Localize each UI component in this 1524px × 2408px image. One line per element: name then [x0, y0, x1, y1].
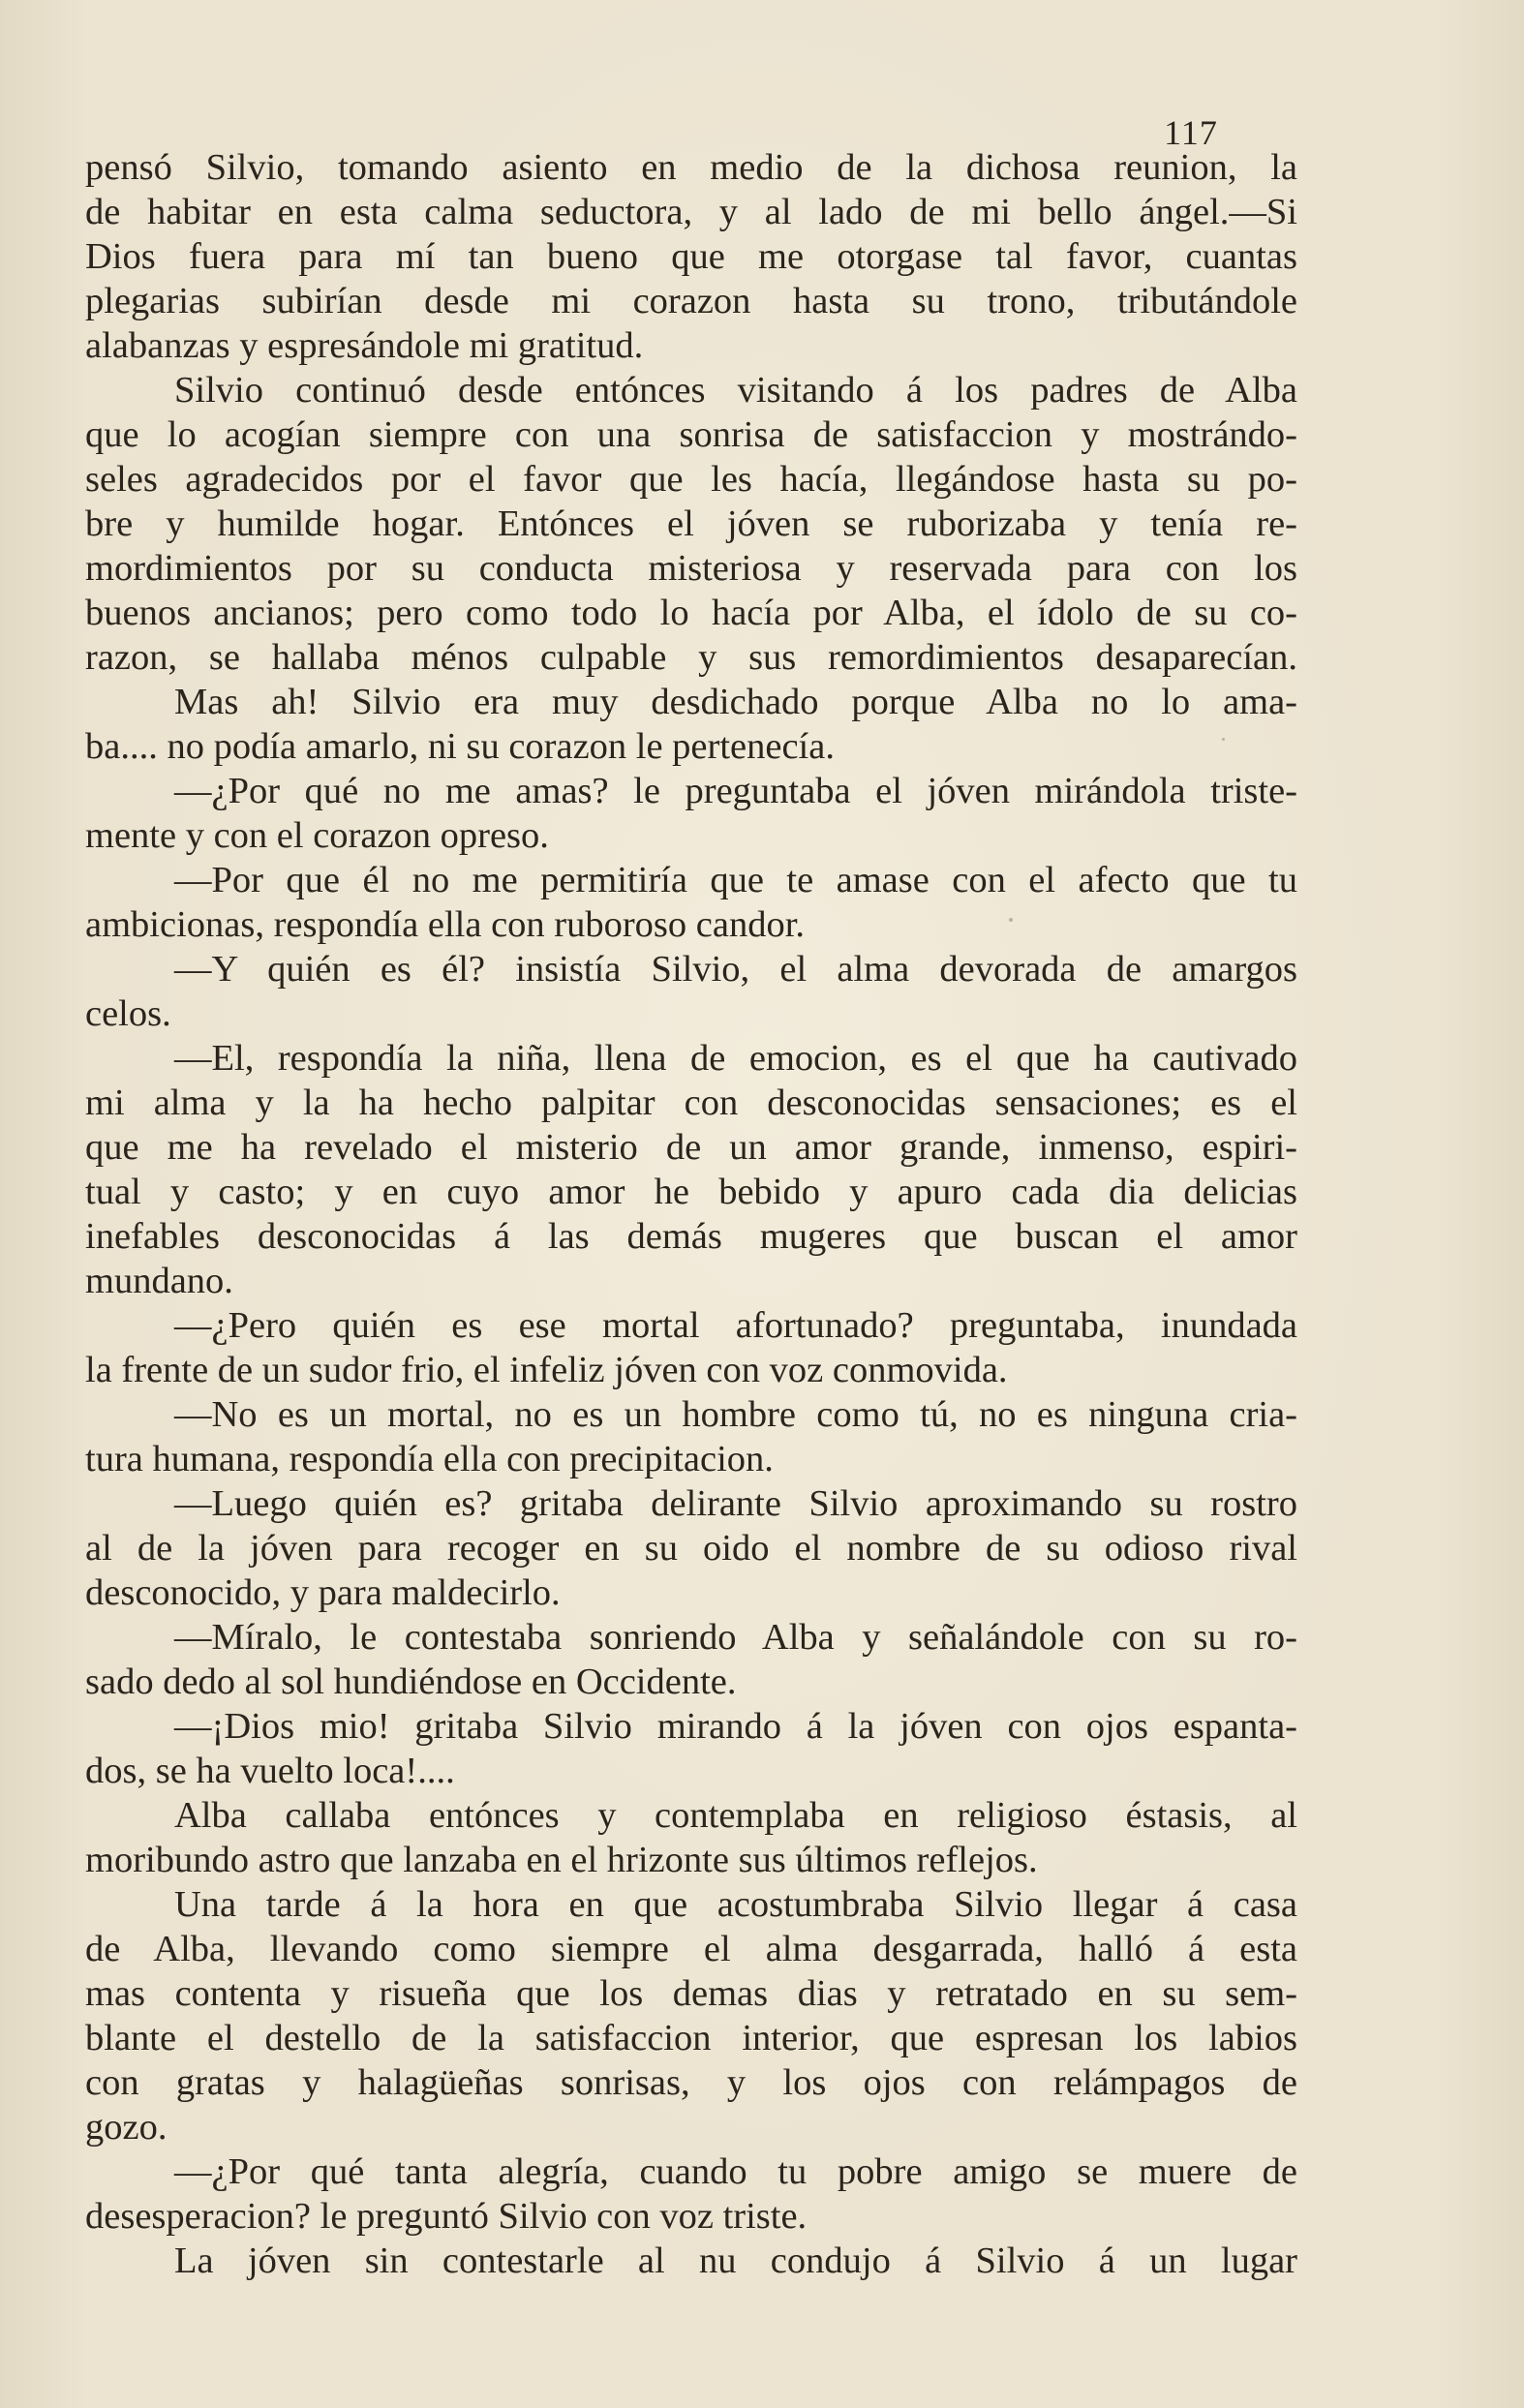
text-line: plegarias subirían desde mi corazon hasta su trono, tributándole	[85, 281, 1297, 321]
page-number: 117	[1164, 113, 1218, 152]
text-line: sado dedo al sol hundiéndose en Occidente.	[85, 1661, 737, 1702]
text-line: al de la jóven para recoger en su oido el nombre de su odioso rival	[85, 1528, 1297, 1569]
text-line: —Por que él no me permitiría que te amase con el afecto que tu	[174, 860, 1297, 900]
text-line: Dios fuera para mí tan bueno que me otorgase tal favor, cuantas	[85, 236, 1297, 277]
text-line: dos, se ha vuelto loca!....	[85, 1751, 455, 1791]
text-line: alabanzas y espresándole mi gratitud.	[85, 325, 644, 366]
text-line: —¿Por qué tanta alegría, cuando tu pobre amigo se muere de	[174, 2151, 1297, 2192]
text-line: —Míralo, le contestaba sonriendo Alba y señalándole con su ro-	[174, 1617, 1297, 1658]
text-line: —Luego quién es? gritaba delirante Silvio aproximando su rostro	[174, 1483, 1297, 1524]
text-line: pensó Silvio, tomando asiento en medio de la dichosa reunion, la	[85, 147, 1297, 188]
paper-speck	[1009, 918, 1013, 922]
text-line: bre y humilde hogar. Entónces el jóven se ruborizaba y tenía re-	[85, 503, 1297, 544]
text-line: celos.	[85, 993, 171, 1034]
text-line: —¿Por qué no me amas? le preguntaba el jóven mirándola triste-	[174, 771, 1297, 811]
body-text	[85, 145, 1297, 2283]
text-line: mi alma y la ha hecho palpitar con desconocidas sensaciones; es el	[85, 1082, 1297, 1123]
text-line: Mas ah! Silvio era muy desdichado porque Alba no lo ama-	[174, 682, 1297, 722]
text-line: que lo acogían siempre con una sonrisa de satisfaccion y mostrándo-	[85, 414, 1297, 455]
text-line: mente y con el corazon opreso.	[85, 815, 549, 856]
text-line: blante el destello de la satisfaccion interior, que espresan los labios	[85, 2018, 1297, 2058]
paper-speck	[1222, 738, 1225, 741]
text-line: mas contenta y risueña que los demas dias y retratado en su sem-	[85, 1973, 1297, 2014]
text-line: moribundo astro que lanzaba en el hrizonte sus últimos reflejos.	[85, 1840, 1038, 1880]
text-line: ba.... no podía amarlo, ni su corazon le pertenecía.	[85, 726, 835, 767]
text-line: gozo.	[85, 2107, 168, 2148]
text-line: mundano.	[85, 1261, 233, 1301]
text-line: de habitar en esta calma seductora, y al lado de mi bello ángel.—Si	[85, 192, 1297, 232]
text-line: —¡Dios mio! gritaba Silvio mirando á la jóven con ojos espanta-	[174, 1706, 1297, 1747]
text-line: Silvio continuó desde entónces visitando á los padres de Alba	[174, 370, 1297, 411]
text-line: Alba callaba entónces y contemplaba en religioso éstasis, al	[174, 1795, 1297, 1836]
text-line: tura humana, respondía ella con precipitacion.	[85, 1439, 774, 1479]
text-line: —Y quién es él? insistía Silvio, el alma devorada de amargos	[174, 949, 1297, 990]
text-line: ambicionas, respondía ella con ruboroso candor.	[85, 904, 806, 945]
text-line: tual y casto; y en cuyo amor he bebido y apuro cada dia delicias	[85, 1172, 1297, 1212]
text-line: seles agradecidos por el favor que les hacía, llegándose hasta su po-	[85, 459, 1297, 500]
text-line: —¿Pero quién es ese mortal afortunado? preguntaba, inundada	[174, 1305, 1297, 1346]
text-line: de Alba, llevando como siempre el alma desgarrada, halló á esta	[85, 1929, 1297, 1969]
text-line: la frente de un sudor frio, el infeliz jóven con voz conmovida.	[85, 1350, 1008, 1390]
text-line: —El, respondía la niña, llena de emocion, es el que ha cautivado	[174, 1038, 1297, 1079]
text-line: inefables desconocidas á las demás mugeres que buscan el amor	[85, 1216, 1297, 1257]
text-line: Una tarde á la hora en que acostumbraba Silvio llegar á casa	[174, 1884, 1297, 1925]
text-line: mordimientos por su conducta misteriosa y reservada para con los	[85, 548, 1297, 589]
text-line: que me ha revelado el misterio de un amor grande, inmenso, espiri-	[85, 1127, 1297, 1168]
paper-speck	[1092, 2079, 1095, 2082]
text-line: con gratas y halagüeñas sonrisas, y los ojos con relámpagos de	[85, 2062, 1297, 2103]
text-line: desconocido, y para maldecirlo.	[85, 1572, 561, 1613]
text-line: desesperacion? le preguntó Silvio con voz triste.	[85, 2196, 808, 2237]
text-line: buenos ancianos; pero como todo lo hacía por Alba, el ídolo de su co-	[85, 593, 1297, 633]
text-line: La jóven sin contestarle al nu condujo á Silvio á un lugar	[174, 2240, 1297, 2281]
text-line: razon, se hallaba ménos culpable y sus remordimientos desaparecían.	[85, 637, 1297, 678]
text-line: —No es un mortal, no es un hombre como tú, no es ninguna cria-	[174, 1394, 1297, 1435]
